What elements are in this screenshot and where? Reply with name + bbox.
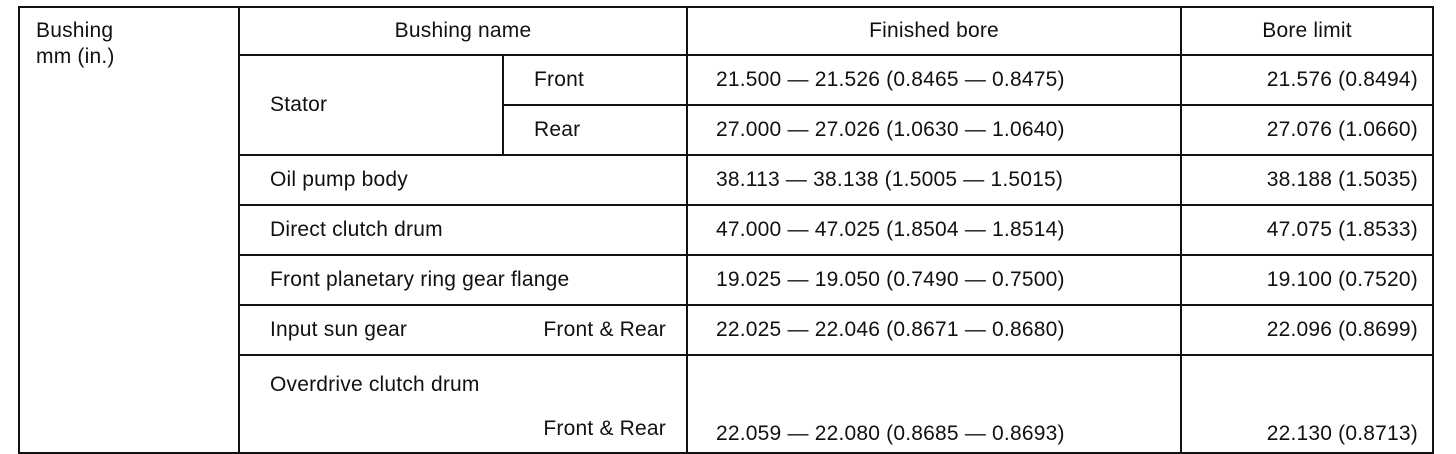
- finished-bore-value: 22.059 — 22.080 (0.8685 — 0.8693): [687, 355, 1181, 453]
- bushing-spec-table: [18, 6, 1434, 454]
- bore-limit-value: 38.188 (1.5035): [1181, 155, 1433, 205]
- finished-bore-value: 38.113 — 38.138 (1.5005 — 1.5015): [687, 155, 1181, 205]
- bore-limit-value: 22.130 (0.8713): [1181, 355, 1433, 453]
- finished-bore-value: 22.025 — 22.046 (0.8671 — 0.8680): [687, 305, 1181, 355]
- row-name-cell: [239, 305, 687, 355]
- bore-limit-value: 19.100 (0.7520): [1181, 255, 1433, 305]
- bushing-label: Bushing: [36, 19, 114, 42]
- row-name: Front planetary ring gear flange: [239, 255, 687, 305]
- header-bushing-name: Bushing name: [239, 7, 687, 55]
- finished-bore-value: 21.500 — 21.526 (0.8465 — 0.8475): [687, 55, 1181, 105]
- header-finished-bore: Finished bore: [687, 7, 1181, 55]
- row-name: Overdrive clutch drum: [270, 373, 480, 396]
- finished-bore-value: 27.000 — 27.026 (1.0630 — 1.0640): [687, 105, 1181, 155]
- bushing-label-cell: [19, 7, 239, 453]
- unit-label: mm (in.): [36, 45, 115, 68]
- bore-limit-value: 22.096 (0.8699): [1181, 305, 1433, 355]
- bore-limit-value: 21.576 (0.8494): [1181, 55, 1433, 105]
- table-header-row: [19, 7, 1433, 55]
- header-bore-limit: Bore limit: [1181, 7, 1433, 55]
- bore-limit-value: 27.076 (1.0660): [1181, 105, 1433, 155]
- row-name: Direct clutch drum: [239, 205, 687, 255]
- row-name-cell: [239, 355, 687, 453]
- finished-bore-value: 47.000 — 47.025 (1.8504 — 1.8514): [687, 205, 1181, 255]
- row-name: Oil pump body: [239, 155, 687, 205]
- row-name-stator: Stator: [239, 55, 503, 155]
- finished-bore-value: 19.025 — 19.050 (0.7490 — 0.7500): [687, 255, 1181, 305]
- row-name: Input sun gear: [270, 318, 408, 341]
- bore-limit-value: 47.075 (1.8533): [1181, 205, 1433, 255]
- row-position: Rear: [503, 105, 687, 155]
- row-position: Front & Rear: [543, 417, 666, 440]
- row-position: Front: [503, 55, 687, 105]
- row-position: Front & Rear: [543, 318, 666, 341]
